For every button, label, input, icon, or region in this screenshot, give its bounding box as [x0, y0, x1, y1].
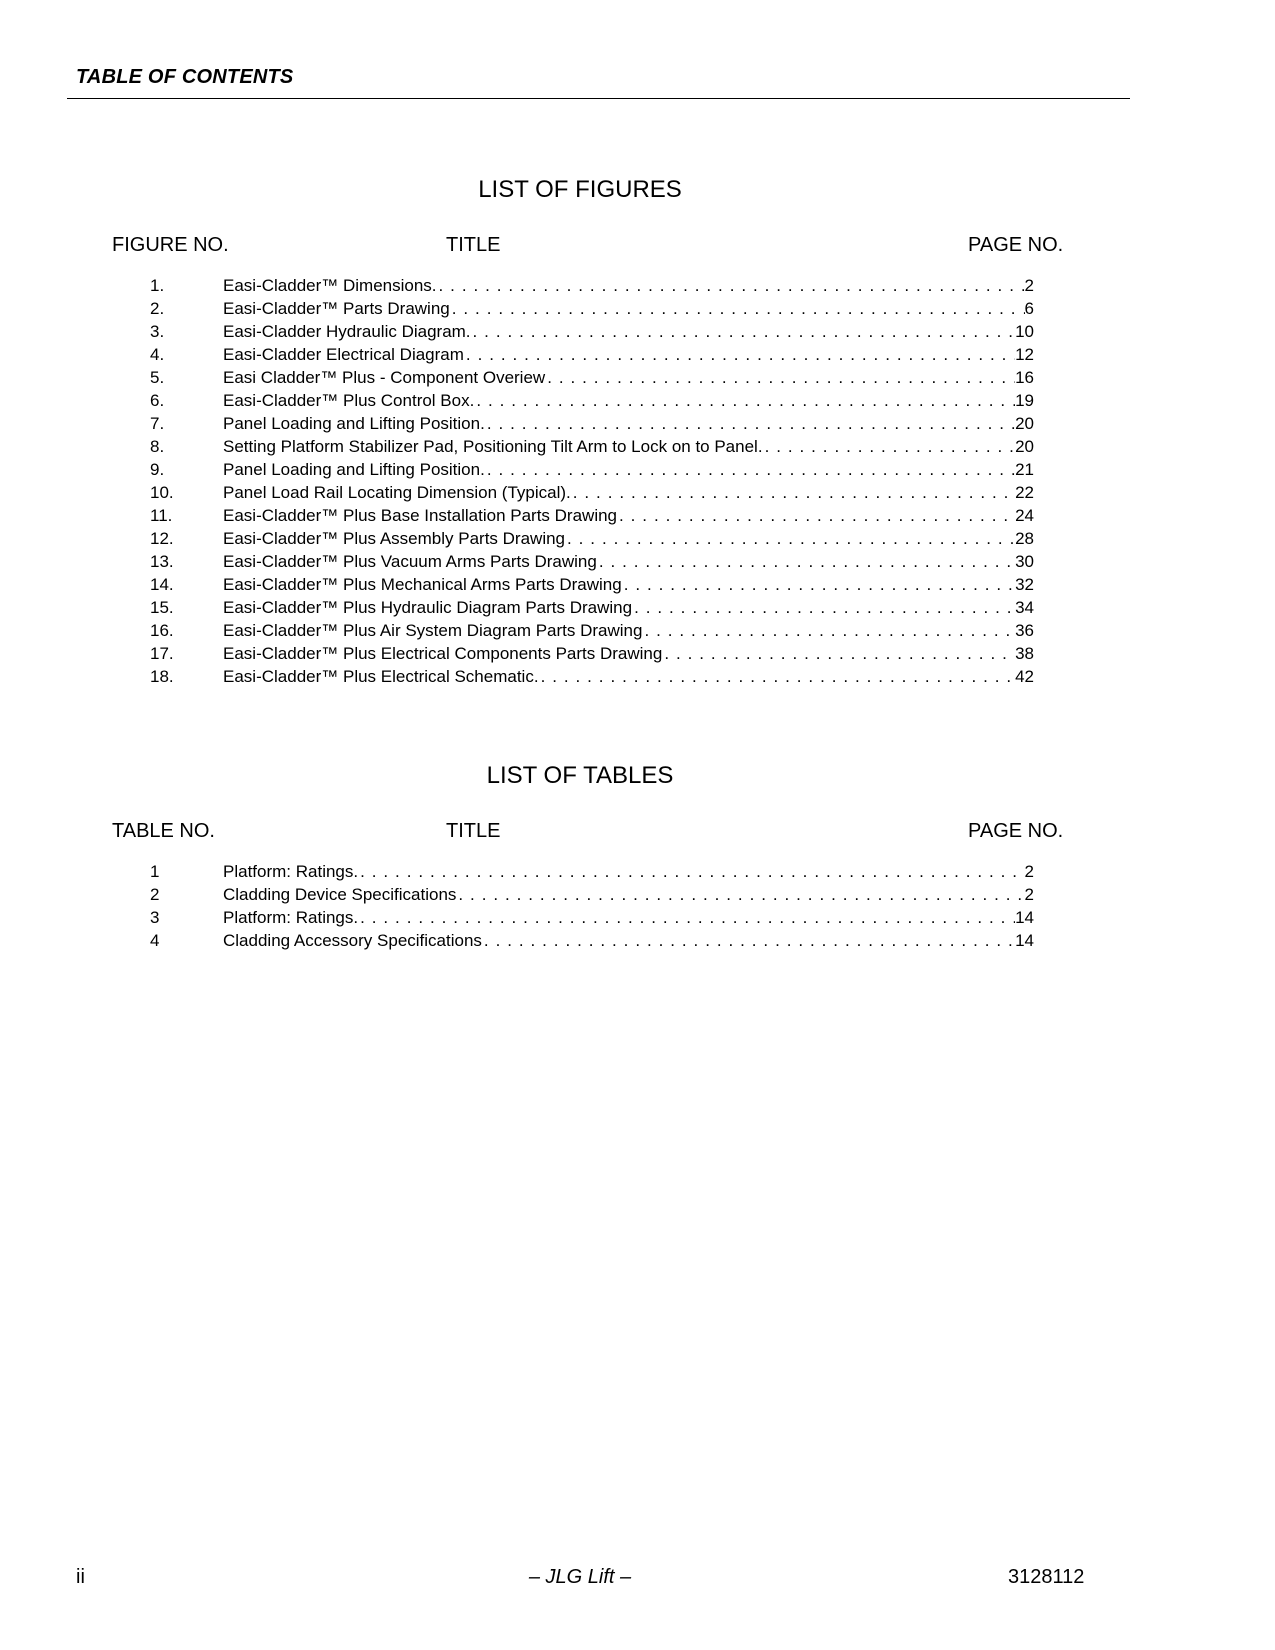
figures-list [0, 274, 1275, 688]
entry-number: 2. [150, 299, 165, 318]
toc-entry[interactable] [0, 642, 1275, 665]
entry-row [223, 527, 1034, 550]
entry-title: Easi-Cladder™ Plus Control Box. [223, 391, 475, 410]
dot-leader [545, 366, 1015, 389]
entry-row [223, 665, 1034, 688]
entry-number: 12. [150, 529, 174, 548]
entry-page: 32 [1015, 575, 1034, 594]
tables-list [0, 860, 1275, 952]
entry-row [223, 297, 1034, 320]
entry-title: Cladding Accessory Specifications [223, 931, 482, 950]
toc-entry[interactable] [0, 435, 1275, 458]
entry-number: 1. [150, 276, 165, 295]
header-rule [67, 98, 1130, 99]
entry-title: Cladding Device Specifications [223, 885, 457, 904]
entry-title: Easi-Cladder™ Plus Air System Diagram Parts Drawing [223, 621, 643, 640]
toc-entry[interactable] [0, 366, 1275, 389]
entry-page: 42 [1015, 667, 1034, 686]
entry-number: 5. [150, 368, 165, 387]
entry-title: Panel Loading and Lifting Position. [223, 460, 485, 479]
toc-entry[interactable] [0, 665, 1275, 688]
entry-number: 4. [150, 345, 165, 364]
entry-row [223, 458, 1034, 481]
figures-col-title: TITLE [446, 234, 501, 256]
toc-entry[interactable] [0, 343, 1275, 366]
dot-leader [662, 642, 1015, 665]
entry-title: Easi-Cladder™ Plus Mechanical Arms Parts Drawing [223, 575, 622, 594]
entry-row [223, 596, 1034, 619]
toc-entry[interactable] [0, 412, 1275, 435]
entry-number: 10. [150, 483, 174, 502]
entry-page: 6 [1024, 299, 1034, 318]
toc-entry[interactable] [0, 550, 1275, 573]
footer-doc-number: 3128112 [1008, 1566, 1085, 1588]
entry-title: Easi-Cladder™ Plus Hydraulic Diagram Parts Drawing [223, 598, 633, 617]
entry-page: 20 [1015, 437, 1034, 456]
entry-number: 13. [150, 552, 174, 571]
toc-entry[interactable] [0, 320, 1275, 343]
tables-col-page: PAGE NO. [968, 820, 1064, 842]
entry-page: 2 [1024, 862, 1034, 881]
entry-title: Platform: Ratings. [223, 862, 359, 881]
entry-row [223, 906, 1034, 929]
entry-number: 6. [150, 391, 165, 410]
entry-title: Easi-Cladder™ Dimensions. [223, 276, 437, 295]
dot-leader [485, 458, 1015, 481]
entry-page: 19 [1015, 391, 1034, 410]
entry-number: 14. [150, 575, 174, 594]
tables-heading: LIST OF TABLES [486, 762, 674, 789]
entry-number: 16. [150, 621, 174, 640]
entry-page: 16 [1015, 368, 1034, 387]
entry-page: 2 [1024, 276, 1034, 295]
entry-row [223, 412, 1034, 435]
entry-number: 4 [150, 931, 160, 950]
toc-entry[interactable] [0, 481, 1275, 504]
entry-page: 21 [1015, 460, 1034, 479]
entry-title: Easi Cladder™ Plus - Component Overiew [223, 368, 546, 387]
entry-row [223, 860, 1034, 883]
entry-page: 30 [1015, 552, 1034, 571]
page-header-title: TABLE OF CONTENTS [76, 66, 294, 88]
toc-entry[interactable] [0, 596, 1275, 619]
entry-row [223, 343, 1034, 366]
entry-row [223, 642, 1034, 665]
toc-entry[interactable] [0, 458, 1275, 481]
toc-entry[interactable] [0, 527, 1275, 550]
toc-entry[interactable] [0, 274, 1275, 297]
entry-row [223, 929, 1034, 952]
entry-number: 1 [150, 862, 160, 881]
dot-leader [565, 527, 1015, 550]
toc-entry[interactable] [0, 883, 1275, 906]
entry-number: 15. [150, 598, 174, 617]
entry-number: 2 [150, 885, 160, 904]
tables-col-title: TITLE [446, 820, 501, 842]
entry-title: Panel Load Rail Locating Dimension (Typical). [223, 483, 571, 502]
entry-page: 20 [1015, 414, 1034, 433]
entry-title: Easi-Cladder™ Plus Vacuum Arms Parts Drawing [223, 552, 597, 571]
entry-row [223, 573, 1034, 596]
entry-page: 14 [1015, 908, 1034, 927]
entry-row [223, 883, 1034, 906]
entry-row [223, 389, 1034, 412]
dot-leader [456, 883, 1024, 906]
entry-page: 10 [1015, 322, 1034, 341]
dot-leader [642, 619, 1015, 642]
entry-title: Easi-Cladder™ Plus Base Installation Parts Drawing [223, 506, 618, 525]
entry-row [223, 435, 1034, 458]
entry-page: 2 [1024, 885, 1034, 904]
dot-leader [539, 665, 1016, 688]
entry-page: 34 [1015, 598, 1034, 617]
dot-leader [632, 596, 1015, 619]
entry-title: Panel Loading and Lifting Position. [223, 414, 485, 433]
dot-leader [485, 412, 1015, 435]
entry-row [223, 504, 1034, 527]
entry-title: Easi-Cladder Hydraulic Diagram. [223, 322, 471, 341]
dot-leader [622, 573, 1015, 596]
entry-page: 12 [1015, 345, 1034, 364]
entry-title: Easi-Cladder™ Plus Assembly Parts Drawing [223, 529, 566, 548]
entry-number: 11. [150, 506, 173, 525]
dot-leader [597, 550, 1015, 573]
toc-entry[interactable] [0, 504, 1275, 527]
entry-page: 22 [1015, 483, 1034, 502]
entry-page: 28 [1015, 529, 1034, 548]
dot-leader [763, 435, 1016, 458]
toc-entry[interactable] [0, 619, 1275, 642]
tables-col-number: TABLE NO. [112, 820, 215, 842]
entry-page: 36 [1015, 621, 1034, 640]
entry-title: Setting Platform Stabilizer Pad, Positioning Tilt Arm to Lock on to Panel. [223, 437, 763, 456]
dot-leader [450, 297, 1025, 320]
figures-col-number: FIGURE NO. [112, 234, 229, 256]
entry-title: Easi-Cladder™ Plus Electrical Schematic. [223, 667, 539, 686]
entry-row [223, 550, 1034, 573]
entry-number: 8. [150, 437, 165, 456]
toc-entry[interactable] [0, 929, 1275, 952]
toc-entry[interactable] [0, 297, 1275, 320]
dot-leader [571, 481, 1015, 504]
entry-title: Easi-Cladder Electrical Diagram [223, 345, 464, 364]
figures-heading: LIST OF FIGURES [478, 176, 682, 203]
entry-number: 3. [150, 322, 165, 341]
footer-brand: – JLG Lift – [528, 1566, 632, 1588]
entry-number: 17. [150, 644, 174, 663]
entry-row [223, 320, 1034, 343]
entry-row [223, 274, 1034, 297]
toc-entry[interactable] [0, 906, 1275, 929]
toc-entry[interactable] [0, 573, 1275, 596]
dot-leader [358, 906, 1015, 929]
entry-row [223, 366, 1034, 389]
entry-number: 3 [150, 908, 160, 927]
entry-page: 38 [1015, 644, 1034, 663]
dot-leader [464, 343, 1015, 366]
entry-number: 9. [150, 460, 165, 479]
entry-row [223, 619, 1034, 642]
dot-leader [482, 929, 1015, 952]
entry-page: 24 [1015, 506, 1034, 525]
dot-leader [437, 274, 1025, 297]
dot-leader [617, 504, 1015, 527]
entry-number: 7. [150, 414, 165, 433]
figures-col-page: PAGE NO. [968, 234, 1064, 256]
toc-entry[interactable] [0, 860, 1275, 883]
entry-number: 18. [150, 667, 174, 686]
entry-page: 14 [1015, 931, 1034, 950]
dot-leader [358, 860, 1024, 883]
entry-row [223, 481, 1034, 504]
entry-title: Easi-Cladder™ Plus Electrical Components Parts Drawing [223, 644, 663, 663]
entry-title: Easi-Cladder™ Parts Drawing [223, 299, 450, 318]
entry-title: Platform: Ratings. [223, 908, 359, 927]
dot-leader [471, 320, 1016, 343]
toc-entry[interactable] [0, 389, 1275, 412]
dot-leader [474, 389, 1015, 412]
footer-page-number: ii [76, 1566, 85, 1588]
